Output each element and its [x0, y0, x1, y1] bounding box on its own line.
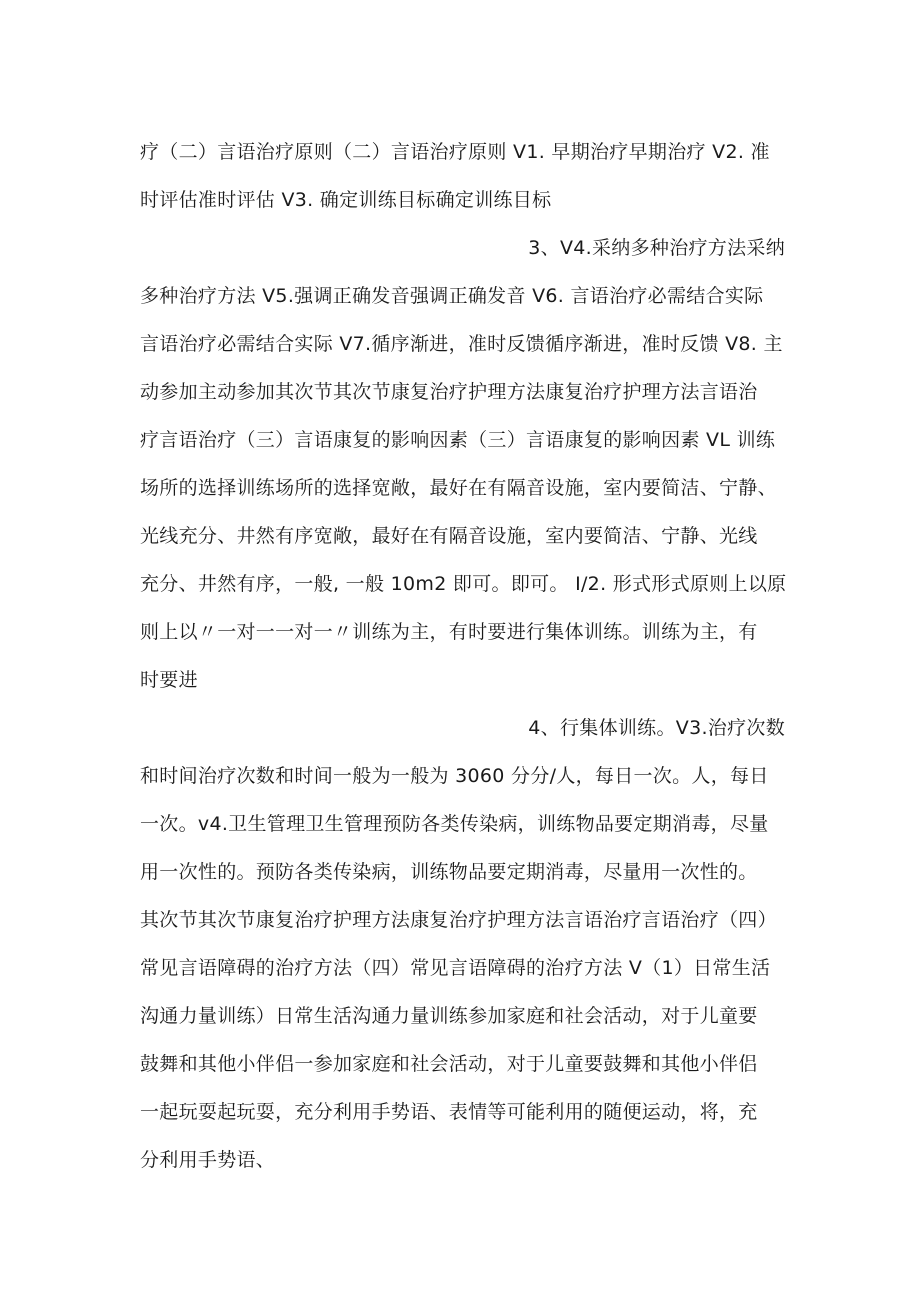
text-line: 则上以〃一对一一对一〃训练为主，有时要进行集体训练。训练为主，有 [140, 621, 758, 643]
text-line: 动参加主动参加其次节其次节康复治疗护理方法康复治疗护理方法言语治 [140, 381, 758, 403]
text-line: 常见言语障碍的治疗方法（四）常见言语障碍的治疗方法 V（1）日常生活 [140, 957, 771, 979]
paragraph-principles [140, 128, 785, 224]
text-line: 分利用手势语、 [140, 1149, 276, 1171]
text-line: 场所的选择训练场所的选择宽敞，最好在有隔音设施，室内要简洁、宁静、 [140, 477, 777, 499]
text-line: 光线充分、井然有序宽敞，最好在有隔音设施，室内要简洁、宁静、光线 [140, 525, 758, 547]
text-line: 多种治疗方法 V5.强调正确发音强调正确发音 V6. 言语治疗必需结合实际 [140, 285, 764, 307]
paragraph-section-3 [140, 224, 785, 704]
text-line: 言语治疗必需结合实际 V7.循序渐进，准时反馈循序渐进，准时反馈 V8. 主 [140, 333, 783, 355]
text-line: 一次。v4.卫生管理卫生管理预防各类传染病，训练物品要定期消毒，尽量 [140, 813, 769, 835]
text-line: 时评估准时评估 V3. 确定训练目标确定训练目标 [140, 189, 552, 211]
section-heading-4: 4、行集体训练。V3.治疗次数 [528, 717, 785, 739]
text-line: 一起玩耍起玩耍，充分利用手势语、表情等可能利用的随便运动，将，充 [140, 1101, 758, 1123]
text-line: 时要进 [140, 669, 198, 691]
text-line: 其次节其次节康复治疗护理方法康复治疗护理方法言语治疗言语治疗（四） [140, 909, 777, 931]
paragraph-section-4 [140, 704, 785, 1184]
text-line: 鼓舞和其他小伴侣一参加家庭和社会活动，对于儿童要鼓舞和其他小伴侣 [140, 1053, 758, 1075]
text-line: 充分、井然有序，一般, 一般 10m2 即可。即可。 I/2. 形式形式原则上以原 [140, 573, 787, 595]
text-line: 沟通力量训练）日常生活沟通力量训练参加家庭和社会活动，对于儿童要 [140, 1005, 758, 1027]
text-line: 疗言语治疗（三）言语康复的影响因素（三）言语康复的影响因素 VL 训练 [140, 429, 776, 451]
text-line: 用一次性的。预防各类传染病，训练物品要定期消毒，尽量用一次性的。 [140, 861, 758, 883]
text-line: 疗（二）言语治疗原则（二）言语治疗原则 V1. 早期治疗早期治疗 V2. 准 [140, 141, 770, 163]
section-heading-3: 3、V4.采纳多种治疗方法采纳 [528, 237, 785, 259]
text-line: 和时间治疗次数和时间一般为一般为 3060 分分/人，每日一次。人，每日 [140, 765, 769, 787]
